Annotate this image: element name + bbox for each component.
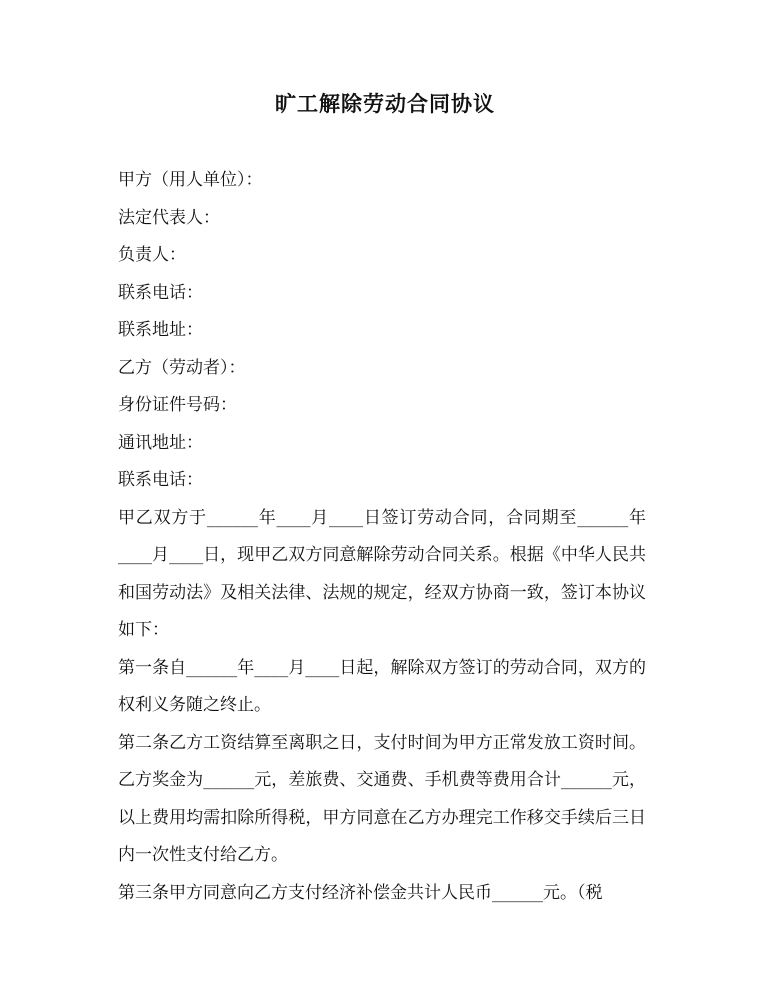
document-title: 旷工解除劳动合同协议: [275, 91, 495, 116]
id-number-label: 身份证件号码：: [118, 395, 237, 415]
legal-representative-label: 法定代表人：: [118, 207, 220, 228]
intro-paragraph: 甲乙双方于______年____月____日签订劳动合同，合同期至______年____月____日，现甲乙双方同意解除劳动合同关系。根据《中华人民共和国劳动法》及相关法律、法规的规定，经双方协商一致，签订本协议如下：: [118, 507, 646, 640]
article-3: 第三条甲方同意向乙方支付经济补偿金共计人民币______元。（税: [118, 882, 603, 903]
party-a-phone-label: 联系电话：: [118, 282, 203, 303]
party-b-label: 乙方（劳动者）：: [118, 357, 246, 378]
responsible-person-label: 负责人：: [118, 245, 186, 265]
mailing-address-label: 通讯地址：: [118, 432, 203, 453]
party-a-label: 甲方（用人单位）：: [118, 170, 263, 190]
party-a-address-label: 联系地址：: [118, 320, 203, 340]
article-2: 第二条乙方工资结算至离职之日，支付时间为甲方正常发放工资时间。乙方奖金为______元，差旅费、交通费、手机费等费用合计______元，以上费用均需扣除所得税，甲方同意在乙方办理完工作移交手续后三日内一次性支付给乙方。: [118, 732, 646, 865]
document-body: [118, 162, 646, 912]
party-b-phone-label: 联系电话：: [118, 470, 203, 490]
article-1: 第一条自______年____月____日起，解除双方签订的劳动合同，双方的权利义务随之终止。: [118, 657, 646, 715]
